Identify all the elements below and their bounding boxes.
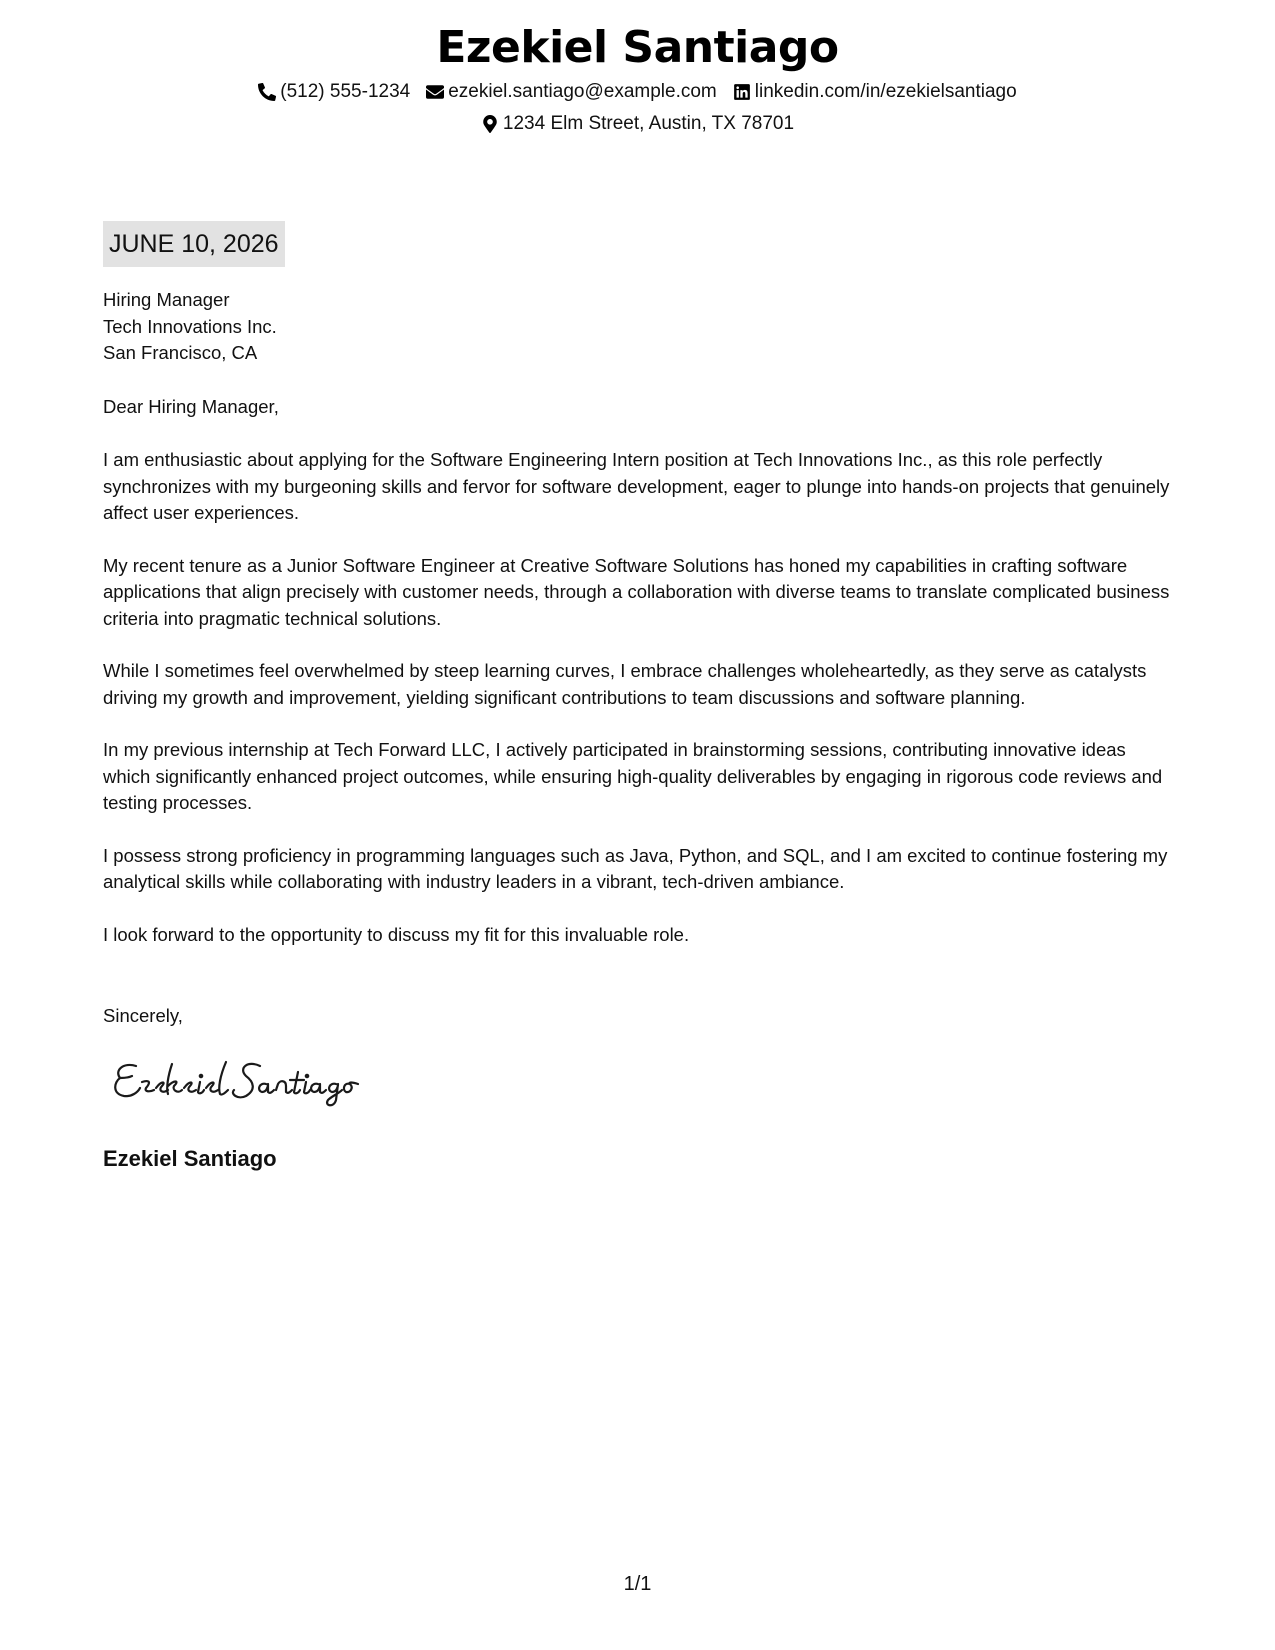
closing: Sincerely,: [103, 1005, 183, 1026]
contact-row-primary: [0, 80, 1275, 104]
salutation: Dear Hiring Manager,: [103, 396, 279, 417]
handwritten-signature: [110, 1050, 370, 1110]
contact-linkedin[interactable]: [733, 80, 1017, 104]
body-paragraph: I am enthusiastic about applying for the Software Engineering Intern position at Tech Innovations Inc., as this role perfectly synchronizes with my burgeoning skills and fervor for software development, eager to plunge into hands-on projects that genuinely affect user experiences.: [103, 449, 1170, 523]
signer-name: Ezekiel Santiago: [103, 1146, 277, 1171]
recipient-block: [103, 287, 277, 367]
body-paragraph: I look forward to the opportunity to discuss my fit for this invaluable role.: [103, 923, 690, 945]
address-text: 1234 Elm Street, Austin, TX 78701: [502, 113, 795, 134]
linkedin-link[interactable]: linkedin.com/in/ezekielsantiago: [754, 81, 1017, 102]
letter-body: [103, 447, 1178, 974]
linkedin-icon: [733, 83, 751, 101]
body-paragraph: My recent tenure as a Junior Software Engineer at Creative Software Solutions has honed my capabilities in crafting software applications that align precisely with customer needs, through a collaboration with diverse teams to translate complicated business criteria into pragmatic technical solutions.: [103, 554, 1170, 629]
email-link[interactable]: ezekiel.santiago@example.com: [448, 81, 717, 102]
body-paragraph: While I sometimes feel overwhelmed by steep learning curves, I embrace challenges wholeheartedly, as they serve as catalysts driving my growth and improvement, yielding significant contributions to team discussions and software planning.: [103, 660, 1147, 708]
phone-icon: [258, 83, 276, 101]
map-marker-icon: [481, 115, 499, 133]
recipient-title: Hiring Manager: [103, 289, 230, 310]
contact-email[interactable]: [426, 80, 717, 104]
recipient-location: San Francisco, CA: [103, 342, 258, 363]
recipient-company: Tech Innovations Inc.: [103, 315, 277, 337]
contact-phone: [258, 80, 410, 104]
contact-row-secondary: [0, 112, 1275, 136]
applicant-name-heading: Ezekiel Santiago: [436, 22, 839, 73]
page-number: 1/1: [623, 1573, 652, 1595]
contact-address: [481, 112, 794, 136]
body-paragraph: I possess strong proficiency in programming languages such as Java, Python, and SQL, and I am excited to continue fostering my analytical skills while collaborating with industry leaders in a vibrant, tech-driven ambiance.: [103, 844, 1168, 892]
envelope-icon: [426, 83, 444, 101]
body-paragraph: In my previous internship at Tech Forward LLC, I actively participated in brainstorming sessions, contributing innovative ideas which significantly enhanced project outcomes, while ensuring high-quality deliverables by engaging in rigorous code reviews and testing processes.: [103, 739, 1163, 813]
letter-date: JUNE 10, 2026: [103, 221, 285, 267]
phone-text: (512) 555-1234: [280, 81, 411, 102]
